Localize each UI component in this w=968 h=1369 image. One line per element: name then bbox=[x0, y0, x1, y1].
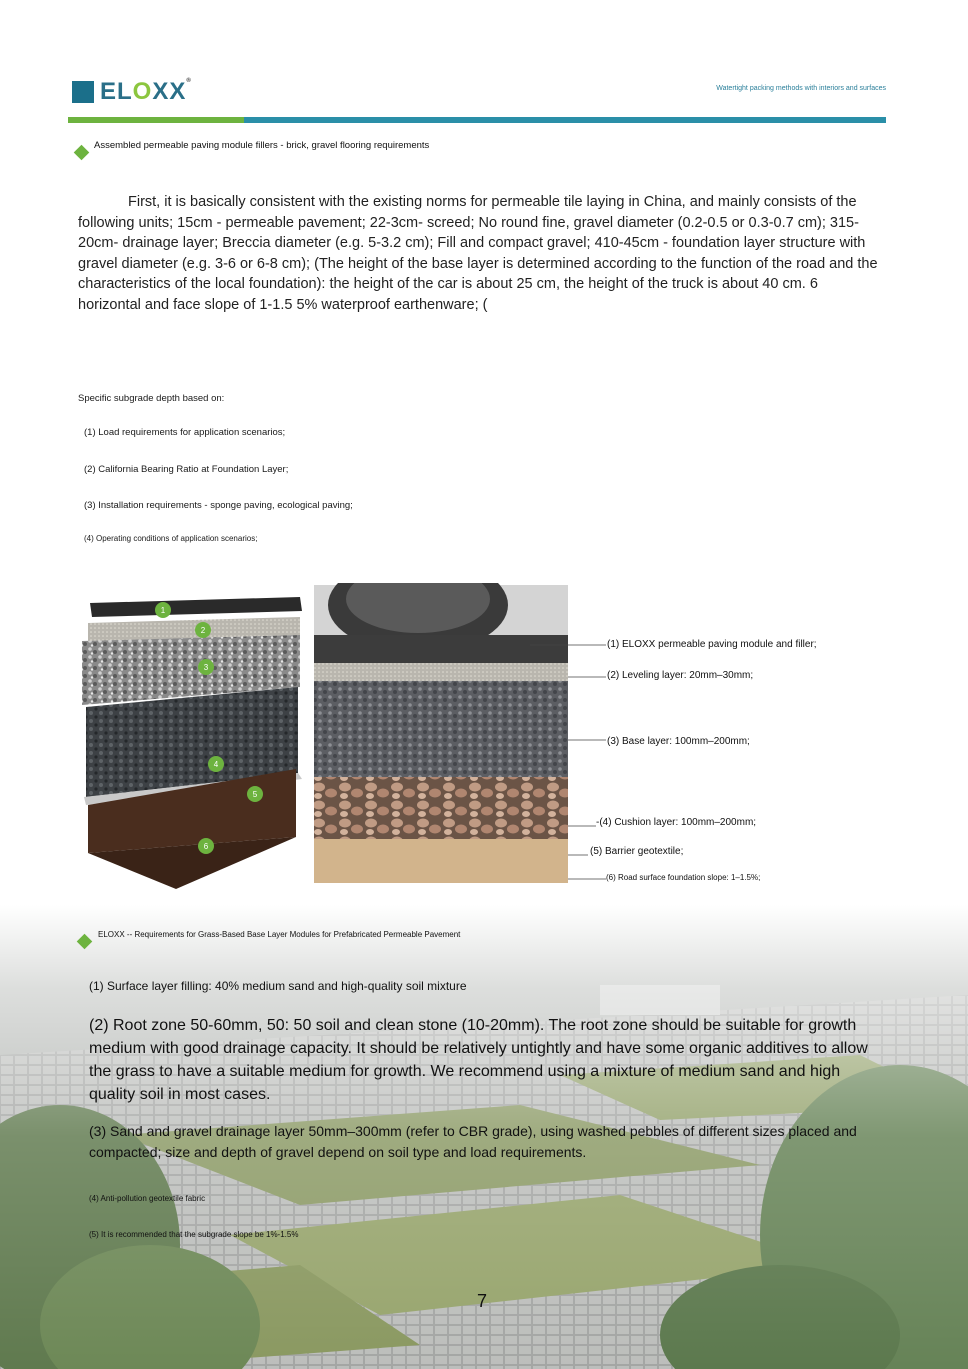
subgrade-item: (4) Operating conditions of application scenarios; bbox=[84, 534, 258, 543]
subgrade-item: (3) Installation requirements - sponge paving, ecological paving; bbox=[84, 500, 353, 511]
header-tagline: Watertight packing methods with interiors and surfaces bbox=[716, 85, 886, 92]
layer-cross-section bbox=[314, 583, 568, 883]
callout-1: (1) ELOXX permeable paving module and filler; bbox=[607, 639, 817, 650]
subgrade-item: (1) Load requirements for application scenarios; bbox=[84, 427, 286, 438]
header-bar-green bbox=[68, 117, 244, 123]
callout-2: (2) Leveling layer: 20mm–30mm; bbox=[607, 670, 754, 681]
marker-label: 3 bbox=[203, 663, 209, 672]
logo-wordmark: ELOXX® bbox=[100, 78, 192, 105]
intro-paragraph bbox=[78, 192, 878, 316]
marker-label: 4 bbox=[213, 760, 219, 769]
eloxx-logo bbox=[72, 78, 192, 106]
marker-label: 5 bbox=[252, 790, 258, 799]
marker-label: 2 bbox=[200, 626, 206, 635]
grass-requirement-item: (3) Sand and gravel drainage layer 50mm–300mm (refer to CBR grade), using washed pebbles of different sizes placed and compacted; size and depth of gravel depend on soil type and load requirements. bbox=[89, 1123, 857, 1160]
marker-label: 1 bbox=[160, 606, 166, 615]
pavement-layer-diagram bbox=[78, 583, 817, 893]
header-divider bbox=[68, 117, 886, 123]
section-diamond-icon bbox=[74, 145, 90, 161]
callout-4: -(4) Cushion layer: 100mm–200mm; bbox=[596, 817, 757, 828]
callout-5: (5) Barrier geotextile; bbox=[590, 846, 684, 857]
header-bar-blue bbox=[244, 117, 886, 123]
grass-requirement-item: (5) It is recommended that the subgrade slope be 1%-1.5% bbox=[89, 1230, 299, 1239]
layer-block-left bbox=[82, 597, 302, 889]
callout-3: (3) Base layer: 100mm–200mm; bbox=[607, 736, 750, 747]
subgrade-title: Specific subgrade depth based on: bbox=[78, 393, 225, 404]
intro-text: First, it is basically consistent with the existing norms for permeable tile laying in China, and mainly consists of the following units; 15cm - permeable pavement; 22-3cm- screed; No round fine, gravel diameter (0.2-0.5 or 0.3-0.7 cm); 315-20cm- drainage layer; Breccia diameter (e.g. 5-3.2 cm); Fill and compact gravel; 410-45cm - foundation layer structure with gravel diameter (e.g. 3-6 or 6-8 cm); (The height of the base layer is determined according to the function of the road and the characteristics of the local foundation): the height of the car is about 25 cm, the height of the truck is about 40 cm. 6 horizontal and face slope of 1-1.5 5% waterproof earthenware; ( bbox=[78, 194, 878, 313]
section1-title: Assembled permeable paving module fillers - brick, gravel flooring requirements bbox=[94, 140, 430, 151]
grass-requirement-item: (1) Surface layer filling: 40% medium sand and high-quality soil mixture bbox=[89, 979, 467, 993]
subgrade-item: (2) California Bearing Ratio at Foundation Layer; bbox=[84, 464, 289, 475]
callout-6: (6) Road surface foundation slope: 1–1.5%; bbox=[606, 873, 761, 882]
logo-square-icon bbox=[72, 81, 94, 103]
section2-title: ELOXX -- Requirements for Grass-Based Base Layer Modules for Prefabricated Permeable Pavement bbox=[98, 930, 461, 939]
marker-label: 6 bbox=[203, 842, 209, 851]
grass-requirement-item: (4) Anti-pollution geotextile fabric bbox=[89, 1194, 206, 1203]
page-number: 7 bbox=[477, 1291, 488, 1311]
grass-requirement-item: (2) Root zone 50-60mm, 50: 50 soil and clean stone (10-20mm). The root zone should be suitable for growth medium with good drainage capacity. It should be relatively untightly and have some organic additives to allow the grass to have a suitable medium for growth. We recommend using a mixture of medium sand and high quality soil in most cases. bbox=[89, 1017, 868, 1103]
